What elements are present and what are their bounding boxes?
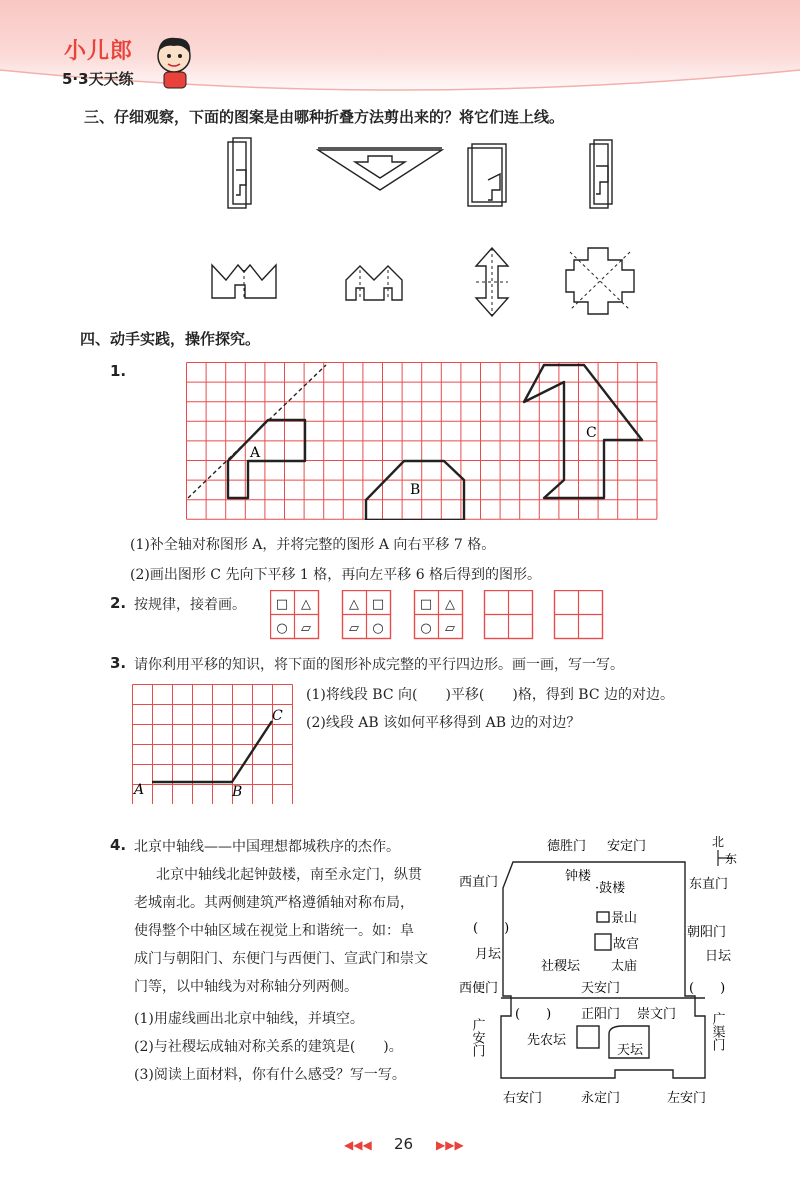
blank-dongbianmen: ( ): [689, 981, 726, 996]
label-xizhimen: 西直门: [459, 875, 499, 890]
label-point-b: B: [232, 784, 243, 800]
brand-logo-text: 小儿郎: [64, 39, 134, 64]
q3-question-2: (2)线段 AB 该如何平移得到 AB 边的对边？: [306, 715, 581, 731]
label-guanganmen: 广安门: [469, 1018, 485, 1057]
label-gugong: 故宫: [613, 937, 640, 952]
q4-para-5: 门等，以中轴线为对称轴分列两侧。: [134, 979, 358, 995]
footer-right-arrows: ▶▶▶: [436, 1138, 464, 1152]
pattern-symbol: ○: [372, 621, 384, 636]
q3-grid: [132, 684, 300, 804]
label-xiannongtan: 先农坛: [527, 1033, 567, 1048]
label-yuetan: 月坛: [475, 947, 502, 962]
label-b: B: [410, 482, 421, 498]
figure-c: [524, 365, 642, 498]
pattern-cross: [566, 248, 634, 314]
q1-grid: [186, 362, 662, 520]
pattern-symbol: ○: [276, 621, 288, 636]
label-zhonglou: 钟楼: [565, 869, 592, 884]
label-ritan: 日坛: [705, 949, 732, 964]
q2-text: 按规律，接着画。: [134, 597, 246, 613]
label-gulou: ·鼓楼: [595, 881, 626, 896]
label-tiananmen: 天安门: [581, 981, 621, 996]
q4-number: 4.: [110, 836, 127, 854]
pattern-double-arrow: [346, 266, 402, 300]
label-dongzhimen: 东直门: [689, 877, 729, 892]
figure-a: [188, 365, 326, 498]
label-shejitan: 社稷坛: [541, 959, 581, 974]
pattern-zigzag: [212, 265, 276, 298]
q3-question-1: (1)将线段 BC 向( )平移( )格，得到 BC 边的对边。: [306, 687, 674, 703]
folded-paper-triangle: [318, 148, 442, 190]
q2-pattern-boxes: [270, 590, 610, 642]
q3-number: 3.: [110, 654, 127, 672]
label-taimiao: 太庙: [611, 959, 638, 974]
q4-para-1: 北京中轴线北起钟鼓楼，南至永定门，纵贯: [156, 867, 422, 883]
q1-instruction-2: (2)画出图形 C 先向下平移 1 格，再向左平移 6 格后得到的图形。: [130, 567, 542, 583]
pattern-symbol: △: [349, 597, 359, 612]
folded-paper-3: [468, 144, 506, 206]
pattern-symbol: □: [371, 597, 385, 612]
q4-sub-2: (2)与社稷坛成轴对称关系的建筑是( )。: [134, 1039, 403, 1055]
label-yongdingmen: 永定门: [581, 1091, 621, 1106]
pattern-symbol: □: [275, 597, 289, 612]
q1-number: 1.: [110, 362, 127, 380]
q4-sub-3: (3)阅读上面材料，你有什么感受？写一写。: [134, 1067, 406, 1083]
q4-para-2: 老城南北。其两侧建筑严格遵循轴对称布局，: [134, 895, 414, 911]
label-tiantan: 天坛: [617, 1043, 644, 1058]
label-east: 东: [725, 852, 738, 866]
blank-fuchengmen: ( ): [473, 921, 510, 936]
beijing-map: [455, 830, 755, 1110]
label-xibianmen: 西便门: [459, 981, 499, 996]
mascot-boy-icon: [150, 30, 200, 90]
q4-para-3: 使得整个中轴区域在视觉上和谐统一。如：阜: [134, 923, 414, 939]
blank-xuanwumen: ( ): [515, 1007, 552, 1022]
label-zuoanmen: 左安门: [667, 1091, 707, 1106]
label-north: 北: [712, 835, 725, 849]
folded-paper-4: [590, 140, 612, 208]
pattern-vertical-arrow: [476, 248, 508, 316]
label-chaoyangmen: 朝阳门: [687, 925, 727, 940]
q4-title: 北京中轴线——中国理想都城秩序的杰作。: [134, 839, 400, 855]
label-deshengmen: 德胜门: [547, 839, 587, 854]
section4-title: 四、动手实践，操作探究。: [80, 330, 261, 348]
q1-instruction-1: (1)补全轴对称图形 A，并将完整的图形 A 向右平移 7 格。: [130, 537, 496, 553]
pattern-symbol: □: [419, 597, 433, 612]
pattern-symbol: ▱: [301, 621, 311, 636]
pattern-symbol: ▱: [349, 621, 359, 636]
label-guangqumen: 广渠门: [709, 1012, 725, 1051]
label-jingshan: 景山: [611, 911, 638, 926]
gugong-box: [595, 934, 611, 950]
jingshan-box: [597, 912, 609, 922]
label-point-a: A: [134, 782, 145, 798]
section3-title: 三、仔细观察，下面的图案是由哪种折叠方法剪出来的？将它们连上线。: [84, 108, 565, 126]
pattern-symbol: △: [301, 597, 311, 612]
pattern-symbol: ○: [420, 621, 432, 636]
folded-paper-1: [228, 138, 251, 208]
label-andingmen: 安定门: [607, 839, 647, 854]
label-c: C: [586, 425, 597, 441]
label-youanmen: 右安门: [503, 1091, 543, 1106]
q4-sub-1: (1)用虚线画出北京中轴线，并填空。: [134, 1011, 364, 1027]
label-a: A: [250, 445, 261, 461]
xiannongtan-box: [577, 1026, 599, 1048]
series-label: 5·3天天练: [62, 70, 134, 88]
label-zhengyangmen: 正阳门: [581, 1007, 621, 1022]
page-number: 26: [394, 1135, 414, 1153]
q4-para-4: 成门与朝阳门、东便门与西便门、宣武门和崇文: [134, 951, 428, 967]
label-point-c: C: [272, 708, 283, 724]
pattern-symbol: △: [445, 597, 455, 612]
section3-figures: [0, 130, 800, 330]
footer-left-arrows: ◀◀◀: [344, 1138, 372, 1152]
label-chongwenmen: 崇文门: [637, 1007, 677, 1022]
pattern-symbol: ▱: [445, 621, 455, 636]
q3-text: 请你利用平移的知识，将下面的图形补成完整的平行四边形。画一画，写一写。: [134, 657, 624, 673]
q2-number: 2.: [110, 594, 127, 612]
